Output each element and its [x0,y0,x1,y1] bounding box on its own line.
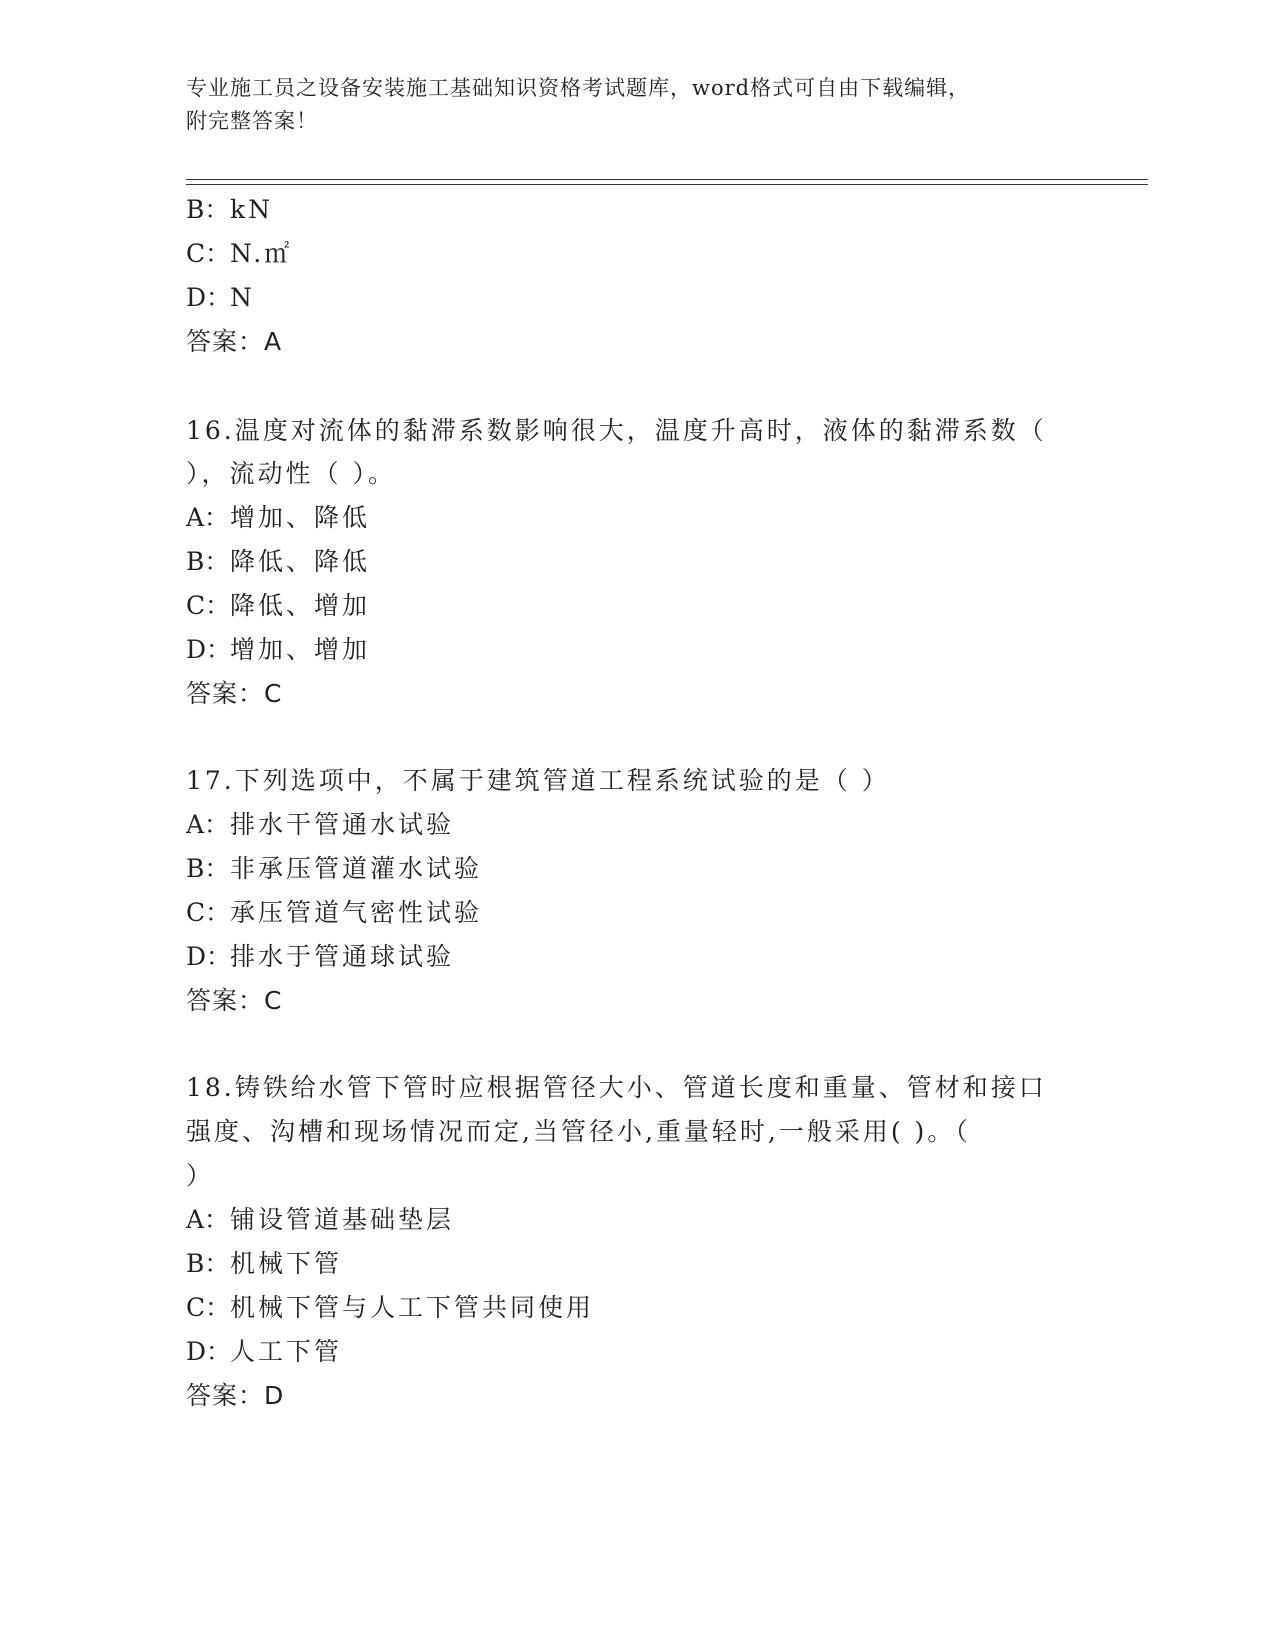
header-divider-bottom [186,184,1148,185]
option-text: 排水干管通水试验 [230,810,455,839]
option-key: C： [186,898,231,927]
question-18-option-c [186,1293,594,1323]
option-text: 机械下管与人工下管共同使用 [230,1293,595,1322]
option-text: 人工下管 [230,1337,343,1366]
option-key: A： [186,503,230,532]
header-title-line-2: 附完整答案！ [186,109,318,133]
option-key: C： [186,239,231,268]
question-17-option-b [186,854,482,884]
question-16-option-d [186,635,370,665]
question-18-text-line-2: 强度、沟槽和现场情况而定,当管径小,重量轻时,一般采用( )。（ [186,1117,971,1146]
question-17-text-line-1: 17.下列选项中，不属于建筑管道工程系统试验的是（ ） [186,766,890,795]
option-key: B： [186,547,230,576]
option-key: B： [186,195,230,224]
header-title-line-1: 专业施工员之设备安装施工基础知识资格考试题库，word格式可自由下载编辑， [186,76,971,100]
question-16-option-c [186,591,370,621]
question-18-option-b [186,1249,342,1279]
option-key: D： [186,942,232,971]
option-key: D： [186,1337,232,1366]
question-18-answer: 答案：D [186,1381,285,1410]
option-text: 降低、增加 [230,591,371,620]
option-text: 排水于管通球试验 [230,942,455,971]
option-text: kN [230,195,274,224]
option-d [186,283,255,313]
option-text: 降低、降低 [230,547,371,576]
question-18-option-d [186,1337,342,1367]
option-text: 非承压管道灌水试验 [230,854,483,883]
option-key: A： [186,1205,230,1234]
question-17-option-d [186,942,454,972]
option-key: A： [186,810,230,839]
option-key: C： [186,1293,231,1322]
option-text: 铺设管道基础垫层 [230,1205,455,1234]
option-b [186,195,273,225]
header-divider-top [186,179,1148,180]
option-text: 承压管道气密性试验 [230,898,483,927]
option-text: N.㎡ [230,239,293,268]
option-key: C： [186,591,231,620]
option-text: 机械下管 [230,1249,343,1278]
question-16-text-line-1: 16.温度对流体的黏滞系数影响很大，温度升高时，液体的黏滞系数（ [186,416,1047,445]
answer-line: 答案：A [186,327,283,356]
page-header [186,72,1086,138]
question-16-text-line-2: ），流动性（ ）。 [186,459,396,488]
question-16-answer: 答案：C [186,679,283,708]
question-17-option-a [186,810,454,840]
option-c [186,239,292,269]
option-key: B： [186,1249,230,1278]
question-17-answer: 答案：C [186,986,283,1015]
option-key: D： [186,635,232,664]
question-18-text-line-1: 18.铸铁给水管下管时应根据管径大小、管道长度和重量、管材和接口 [186,1073,1047,1102]
question-16-option-a [186,503,370,533]
option-key: B： [186,854,230,883]
question-17-option-c [186,898,482,928]
option-key: D： [186,283,232,312]
option-text: 增加、降低 [230,503,371,532]
option-text: 增加、增加 [230,635,371,664]
question-18-text-line-3: ） [186,1161,215,1190]
question-18-option-a [186,1205,454,1235]
question-16-option-b [186,547,370,577]
option-text: N [230,283,255,312]
